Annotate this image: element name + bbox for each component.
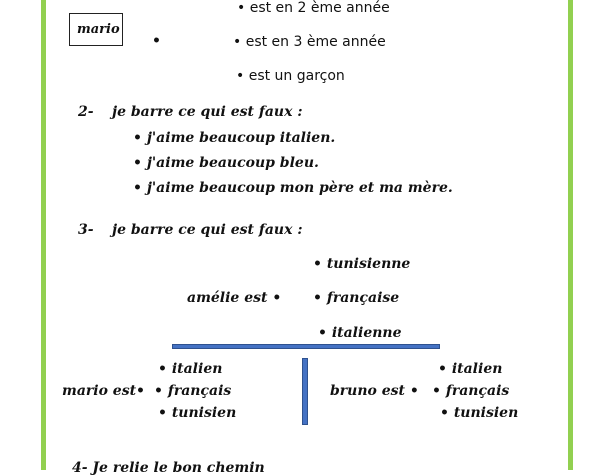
amelie-option-italienne: • italienne	[318, 325, 402, 341]
mario-option-francais: • français	[154, 383, 232, 399]
horizontal-divider	[172, 344, 440, 349]
section-2-item: • j'aime beaucoup italien.	[133, 130, 336, 146]
amelie-option-francaise: • française	[313, 290, 400, 306]
section-3-number: 3-	[78, 222, 94, 238]
connector-dot: •	[152, 33, 161, 49]
page-border-right	[568, 0, 573, 470]
section-2-number: 2-	[78, 104, 94, 120]
section-2-instruction: je barre ce qui est faux :	[112, 104, 303, 120]
bruno-option-francais: • français	[432, 383, 510, 399]
bruno-option-italien: • italien	[438, 361, 503, 377]
mario-option-tunisien: • tunisien	[158, 405, 237, 421]
option-3eme-annee: • est en 3 ème année	[233, 34, 386, 50]
mario-option-italien: • italien	[158, 361, 223, 377]
section-4-partial: 4- Je relie le bon chemin	[72, 460, 265, 476]
section-2-item: • j'aime beaucoup bleu.	[133, 155, 319, 171]
name-box-label: mario	[77, 22, 120, 37]
section-2-item: • j'aime beaucoup mon père et ma mère.	[133, 180, 453, 196]
amelie-option-tunisienne: • tunisienne	[313, 256, 411, 272]
vertical-divider	[302, 358, 308, 425]
bruno-label: bruno est •	[330, 383, 419, 399]
amelie-label: amélie est •	[187, 290, 282, 306]
name-box	[69, 13, 123, 46]
option-garcon: • est un garçon	[236, 68, 345, 84]
page-border-left	[41, 0, 46, 470]
section-3-instruction: je barre ce qui est faux :	[112, 222, 303, 238]
mario-label: mario est•	[62, 383, 145, 399]
option-2eme-annee: • est en 2 ème année	[237, 0, 390, 16]
bruno-option-tunisien: • tunisien	[440, 405, 519, 421]
